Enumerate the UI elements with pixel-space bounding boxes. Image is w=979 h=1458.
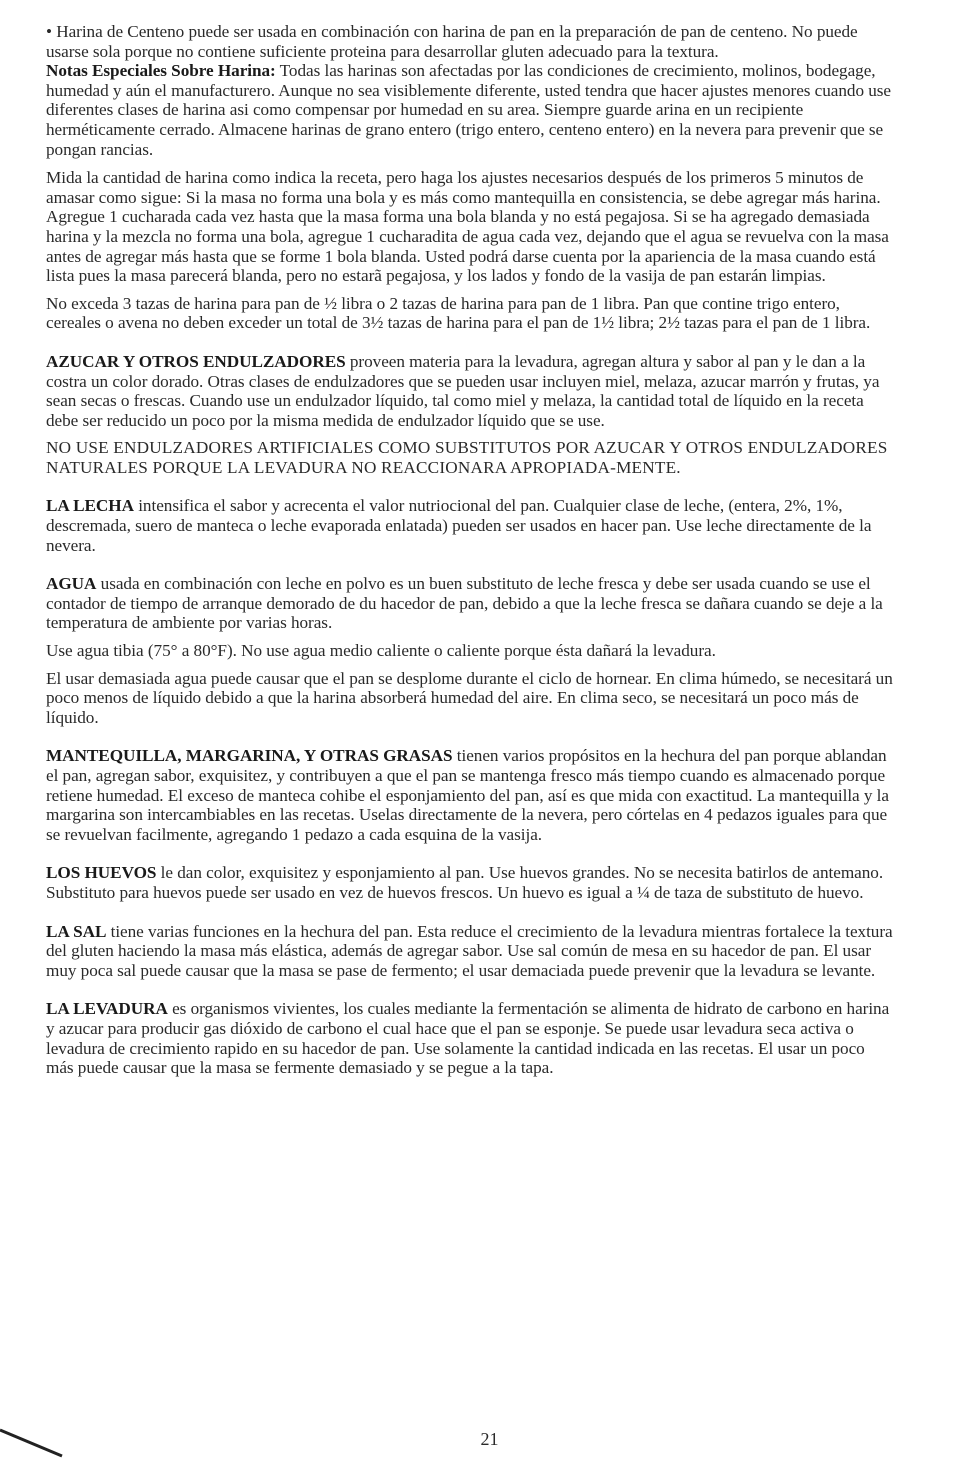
eggs-heading: LOS HUEVOS — [46, 863, 157, 883]
eggs-paragraph — [46, 863, 896, 902]
sugar-warning: NO USE ENDULZADORES ARTIFICIALES COMO SUBSTITUTOS POR AZUCAR Y OTROS ENDULZADORES NATURALES PORQUE LA LEVADURA NO REACCIONARA APROPIADA-MENTE. — [46, 438, 888, 477]
salt-paragraph — [46, 922, 896, 981]
yeast-paragraph — [46, 999, 896, 1077]
milk-paragraph — [46, 496, 896, 555]
sugar-text: proveen materia para la levadura, agregan altura y sabor al pan y le dan a la costra un color dorado. Otras clases de endulzadores que se pueden usar incluyen miel, melaza, azucar marrón y frutas, ya sean secas o frescas. Cuando use un endulzador líquido, tal como miel y melaza, la cantidad total de líquido en la receta debe ser reducido un poco por la misma medida de endulzador líquido que se use. — [46, 351, 880, 430]
eggs-text: le dan color, exquisitez y esponjamiento al pan. Use huevos grandes. No se necesita batirlos de antemano. Substituto para huevos puede ser usado en vez de huevos frescos. Un huevo es igual a ¼ de taza de substituto de huevo. — [46, 863, 884, 902]
flour-notes-text: Todas las harinas son afectadas por las condiciones de crecimiento, molinos, bodegage, humedad y aún el manufacturero. Aunque no sea visiblemente diferente, usted tendra que hacer ajustes menores cuando use diferentes clases de harina asi como compensar por humedad en su area. Siempre guarde arina en un recipiente herméticamente cerrado. Almacene harinas de grano entero (trigo entero, centeno entero) en la nevera para prevenir que se pongan rancias. — [46, 61, 891, 159]
rye-flour-bullet: • Harina de Centeno puede ser usada en combinación con harina de pan en la preparación de pan de centeno. No puede usarse sola porque no contiene suficiente proteina para desarrollar gluten adecuado para la textura. — [46, 22, 858, 61]
sugar-paragraph — [46, 352, 896, 430]
water-heading: AGUA — [46, 574, 97, 594]
salt-heading: LA SAL — [46, 921, 107, 941]
milk-text: intensifica el sabor y acrecenta el valor nutriocional del pan. Cualquier clase de leche, (entera, 2%, 1%, descremada, suero de manteca o leche evaporada enlatada) pueden ser usados en hacer pan. Use leche directamente de la nevera. — [46, 496, 872, 555]
fats-text: tienen varios propósitos en la hechura del pan porque ablandan el pan, agregan sabor, exquisitez, y contribuyen a que el pan se mantenga fresco más tiempo cuando es almacenado porque retiene humedad. El exceso de manteca cohibe el esponjamiento del pan, así es que mida con exactitud. La mantequilla y la margarina son intercambiables en las recetas. Uselas directamente de la nevera, pero córtelas en 4 pedazos iguales para que se revuelvan facilmente, agregando 1 pedazo a cada esquina de la vasija. — [46, 746, 889, 844]
sugar-heading: AZUCAR Y OTROS ENDULZADORES — [46, 351, 346, 371]
flour-notes-paragraph — [46, 61, 896, 159]
water-paragraph — [46, 574, 896, 633]
flour-measure-paragraph: Mida la cantidad de harina como indica la receta, pero haga los ajustes necesarios después de los primeros 5 minutos de amasar como sigue: Si la masa no forma una bola y es más como mantequilla en consistencia, se debe agregar más harina. Agregue 1 cucharada cada vez hasta que la masa forma una bola blanda y no está pegajosa. Si se ha agregado demasiada harina y la mezcla no forma una bola, agregue 1 cucharadita de agua cada vez, dejando que el agua se revuelva con la masa antes de agregar más hasta que se forme 1 bola blanda. Usted podrá darse cuenta por la apariencia de la masa cuando está lista pues la masa parecerá blanda, pero no estarã pegajosa, y los lados y fondo de la vasija de pan estarán limpias. — [46, 168, 889, 286]
yeast-heading: LA LEVADURA — [46, 999, 168, 1019]
water-excess-paragraph: El usar demasiada agua puede causar que el pan se desplome durante el ciclo de hornear. En clima húmedo, se necesitará un poco menos de líquido debido a que la harina absorberá humedad del aire. En clima seco, se necesitará un poco más de líquido. — [46, 668, 893, 727]
milk-heading: LA LECHA — [46, 496, 134, 516]
yeast-text: es organismos vivientes, los cuales mediante la fermentación se alimenta de hidrato de carbono en harina y azucar para producir gas dióxido de carbono el cual hace que el pan se esponje. Se puede usar levadura seca activa o levadura de crecimiento rapido en su hacedor de pan. Use solamente la cantidad indicada en las recetas. El usar un poco más puede causar que la masa se fermente demasiado y se pegue a la tapa. — [46, 999, 890, 1078]
water-temperature-paragraph: Use agua tibia (75° a 80°F). No use agua medio caliente o caliente porque ésta dañará la levadura. — [46, 641, 716, 661]
fats-paragraph — [46, 746, 896, 844]
page-number: 21 — [480, 1429, 499, 1449]
flour-limit-paragraph: No exceda 3 tazas de harina para pan de ½ libra o 2 tazas de harina para pan de 1 libra. Pan que contine trigo entero, cereales o avena no deben exceder un total de 3½ tazas de harina para el pan de 1½ libra; 2½ tazas para el pan de 1 libra. — [46, 293, 871, 333]
flour-notes-heading: Notas Especiales Sobre Harina: — [46, 61, 276, 81]
salt-text: tiene varias funciones en la hechura del pan. Esta reduce el crecimiento de la levadura mientras fortalece la textura del gluten haciendo la masa más elástica, además de agregar sabor. Use sal común de mesa en su hacedor de pan. El usar muy poca sal puede causar que la masa se pase de fermento; el usar demaciada puede prevenir que la levadura se levante. — [46, 921, 893, 980]
water-text: usada en combinación con leche en polvo es un buen substituto de leche fresca y debe ser usada cuando se use el contador de tiempo de arranque demorado de du hacedor de pan, debido a que la leche fresca se dañara cuando se deje a la temperatura de ambiente por varias horas. — [46, 574, 883, 633]
fats-heading: MANTEQUILLA, MARGARINA, Y OTRAS GRASAS — [46, 746, 453, 766]
page-content — [46, 22, 896, 1078]
